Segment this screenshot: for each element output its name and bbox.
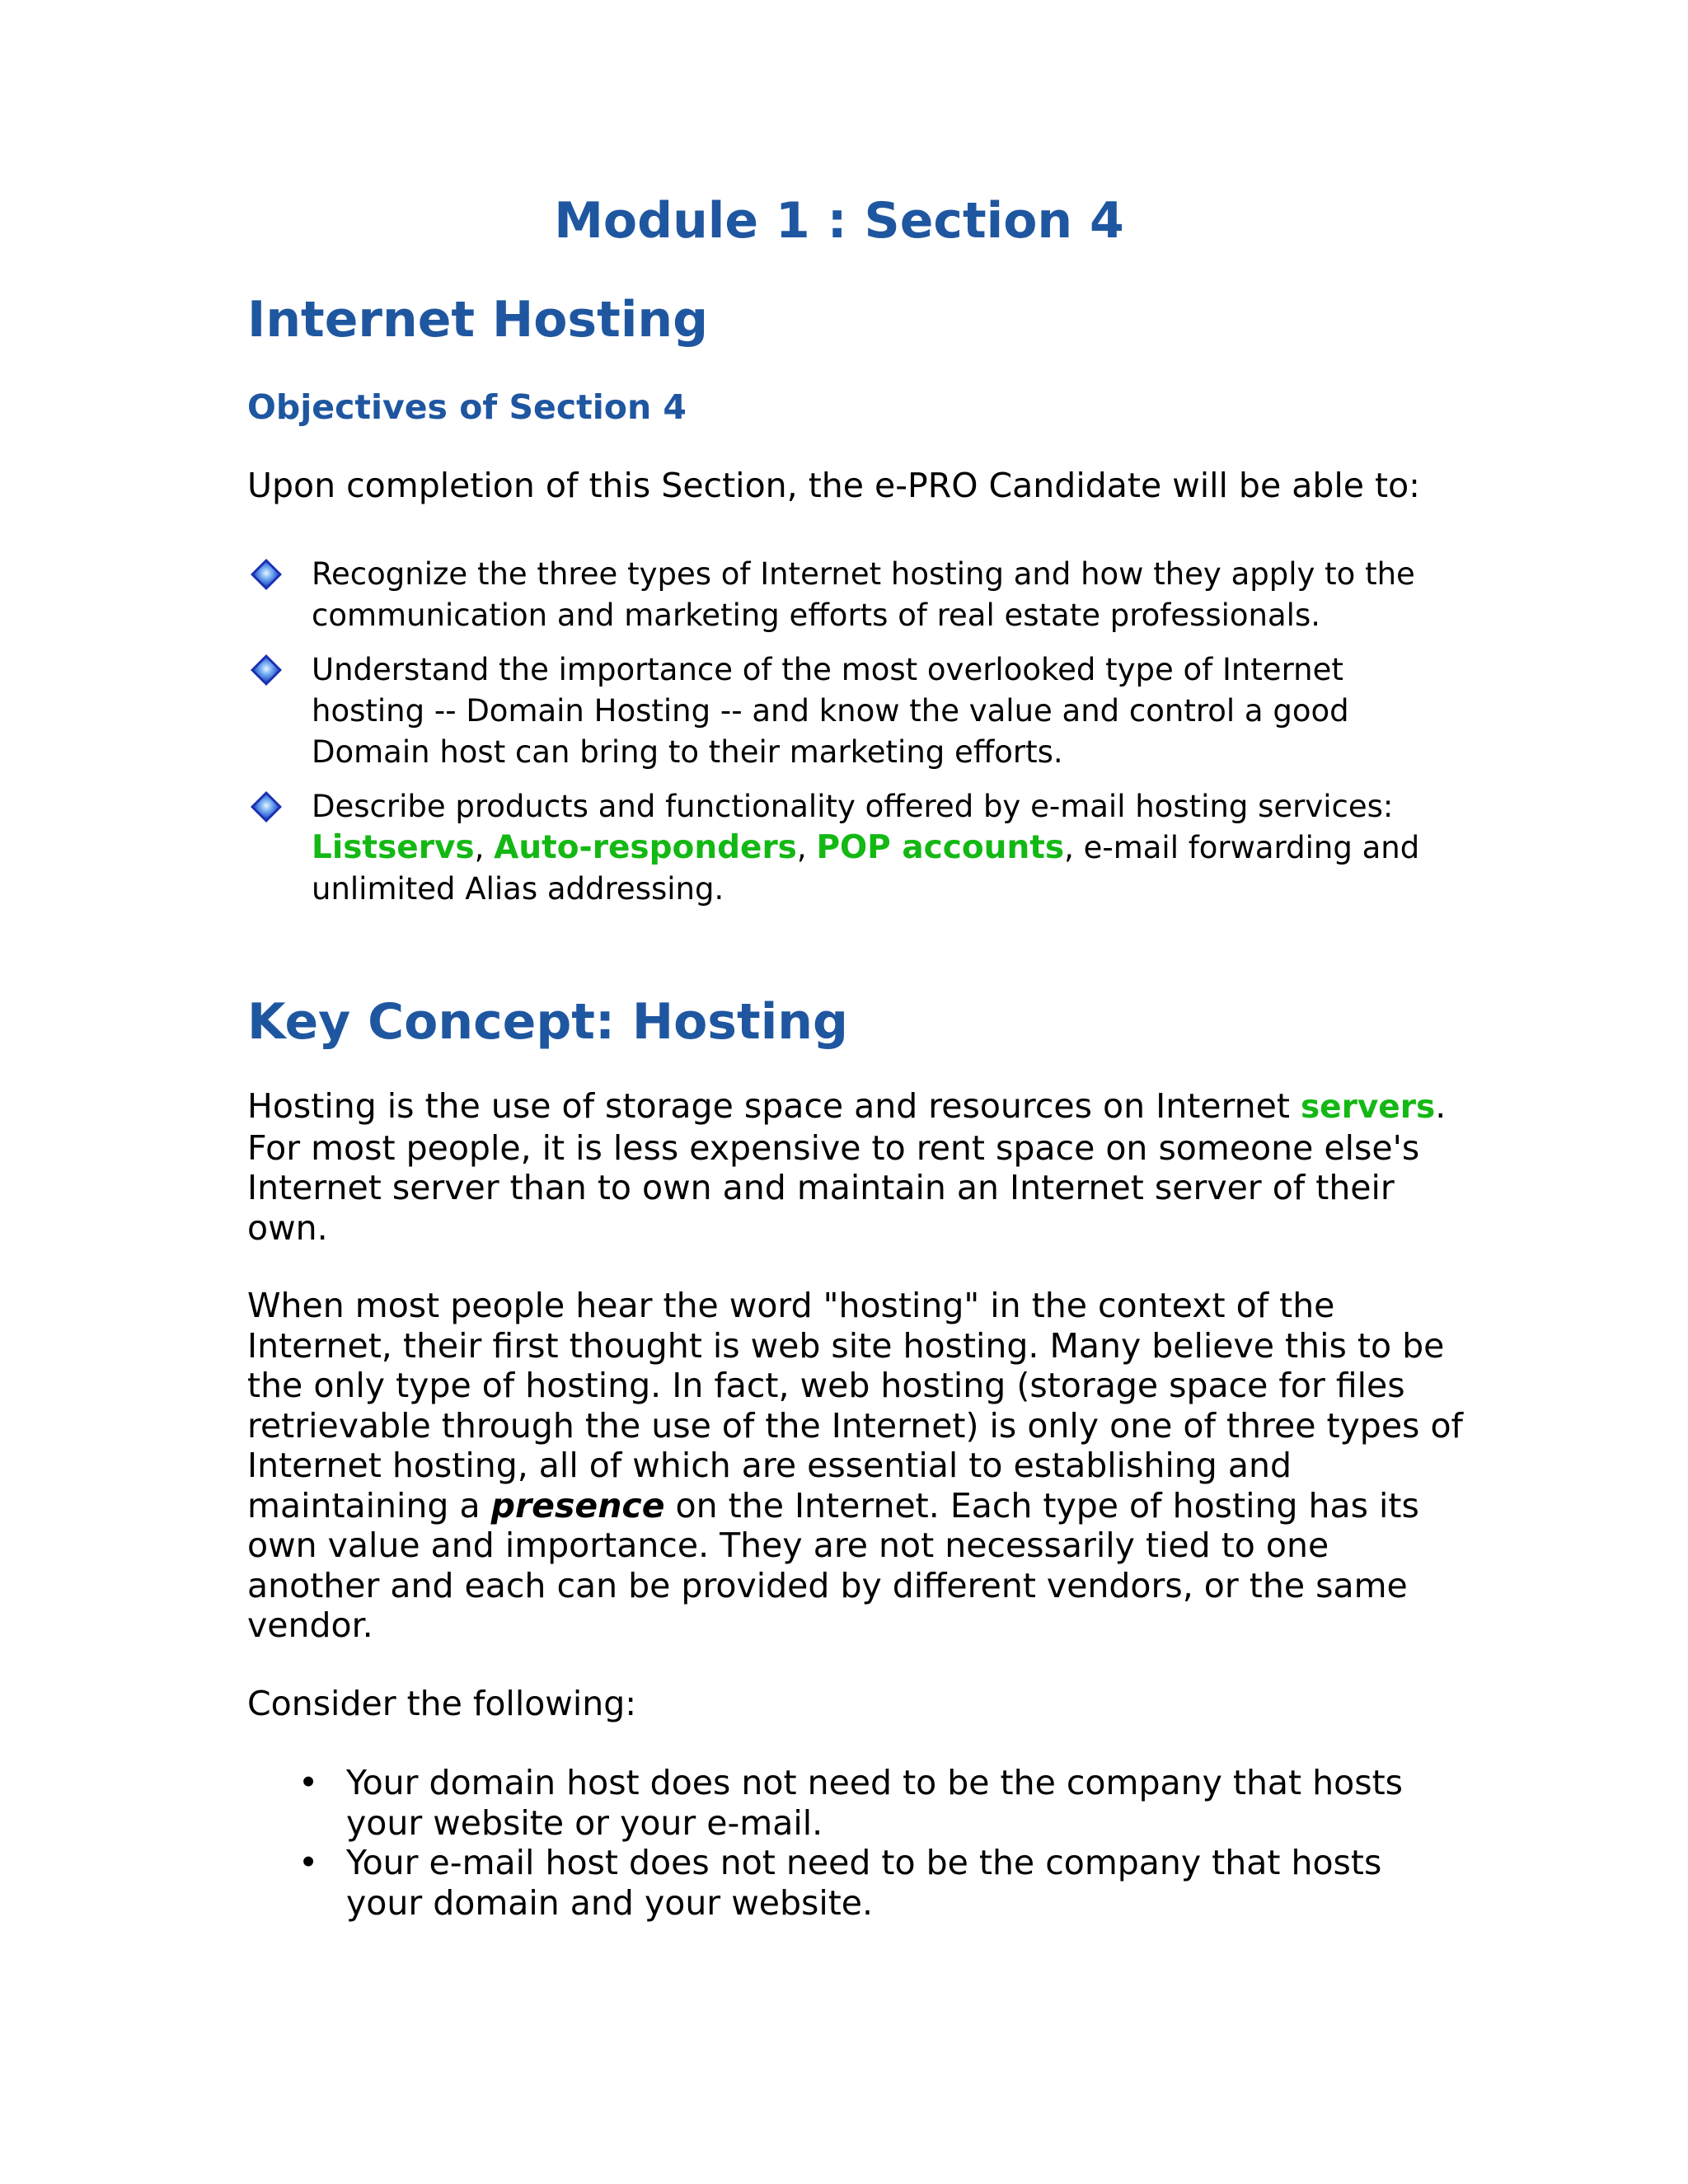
auto-responders-link[interactable]: Auto-responders (494, 829, 797, 866)
section-title: Internet Hosting (247, 291, 709, 349)
list-item (247, 1763, 1467, 1843)
paragraph-text: . For most people, it is less expensive to rent space on someone else's Internet server than to own and maintain an Internet server of their own. (247, 1086, 1447, 1248)
intro-text: Upon completion of this Section, the e-PRO Candidate will be able to: (247, 466, 1420, 505)
objective-item (247, 786, 1459, 910)
list-item (247, 1843, 1467, 1923)
module-title: Module 1 : Section 4 (554, 192, 1124, 250)
objectives-list (247, 554, 1459, 923)
paragraph-text: Hosting is the use of storage space and resources on Internet (247, 1086, 1301, 1126)
bullet-dot-icon: • (298, 1843, 319, 1882)
pop-accounts-link[interactable]: POP accounts (816, 829, 1065, 866)
paragraph-consider: Consider the following: (247, 1684, 637, 1723)
paragraph-hosting-types (247, 1286, 1467, 1646)
consider-list (247, 1763, 1467, 1923)
objective-text: , e-mail forwarding and unlimited Alias addressing. (312, 830, 1420, 907)
list-item-text: Your e-mail host does not need to be the company that hosts your domain and your website. (346, 1843, 1382, 1923)
listservs-link[interactable]: Listservs (312, 829, 475, 866)
bullet-dot-icon: • (298, 1763, 319, 1802)
blue-diamond-icon (249, 557, 284, 592)
objective-item (247, 554, 1459, 636)
blue-diamond-icon (249, 653, 284, 687)
presence-emphasis: presence (490, 1485, 665, 1526)
objective-text: Understand the importance of the most overlooked type of Internet hosting -- Domain Hosting -- and know the value and control a good Domain host can bring to their marketing efforts. (312, 652, 1349, 770)
list-item-text: Your domain host does not need to be the company that hosts your website or your e-mail. (346, 1763, 1404, 1843)
objective-item (247, 649, 1459, 773)
blue-diamond-icon (249, 790, 284, 824)
paragraph-hosting-definition (247, 1086, 1467, 1248)
paragraph-text: on the Internet. Each type of hosting has its own value and importance. They are not necessarily tied to one another and each can be provided by different vendors, or the same vendor. (247, 1485, 1419, 1645)
servers-link[interactable]: servers (1300, 1089, 1436, 1126)
separator: , (474, 830, 495, 865)
objective-text: Describe products and functionality offered by e-mail hosting services: (312, 789, 1394, 824)
key-concept-title: Key Concept: Hosting (247, 993, 848, 1051)
objective-text: Recognize the three types of Internet hosting and how they apply to the communication and marketing efforts of real estate professionals. (312, 556, 1415, 633)
objectives-title: Objectives of Section 4 (247, 387, 687, 427)
paragraph-text: When most people hear the word "hosting" in the context of the Internet, their first thought is web site hosting. Many believe this to be the only type of hosting. In fact, web hosting (storage space for files retrievable through the use of the Internet) is only one of three types of Internet hosting, all of which are essential to establishing and maintaining a (247, 1286, 1463, 1526)
separator: , (796, 830, 817, 865)
